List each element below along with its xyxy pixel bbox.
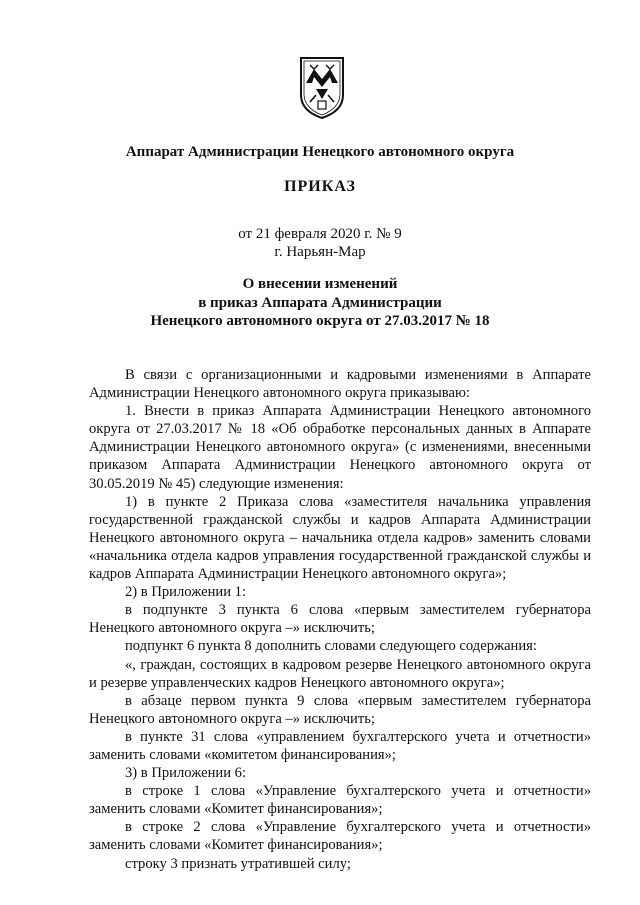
body-paragraph: в пункте 31 слова «управлением бухгалтерского учета и отчетности» заменить словами «комитетом финансирования»; <box>89 728 591 763</box>
body-paragraph: в подпункте 3 пункта 6 слова «первым заместителем губернатора Ненецкого автономного округа –» исключить; <box>89 602 591 637</box>
title-line: Ненецкого автономного округа от 27.03.2017 № 18 <box>150 313 490 329</box>
body-paragraph: строку 3 признать утратившей силу; <box>125 855 351 872</box>
body-paragraph: 2) в Приложении 1: <box>125 584 247 601</box>
body-paragraph: 1. Внести в приказ Аппарата Администрации Ненецкого автономного округа от 27.03.2017 № 18 «Об обработке персональных данных в Аппарате Администрации Ненецкого автономного округа» (с изменениями, внесенными приказом Аппарата Администрации Ненецкого автономного округа от 30.05.2019 № 45) следующие изменения: <box>89 403 591 492</box>
body-paragraph: в строке 2 слова «Управление бухгалтерского учета и отчетности» заменить словами «Комитет финансирования»; <box>89 819 591 854</box>
body-paragraph: 3) в Приложении 6: <box>125 765 247 782</box>
order-title <box>0 275 640 331</box>
order-body <box>89 366 591 873</box>
body-paragraph: 1) в пункте 2 Приказа слова «заместителя начальника управления государственной гражданской службы и кадров Аппарата Администрации Ненецкого автономного округа – начальника отдела кадров» заменить словами «начальника отдела кадров управления государственной гражданской службы и кадров Аппарата Администрации Ненецкого автономного округа»; <box>89 493 591 583</box>
body-paragraph: в строке 1 слова «Управление бухгалтерского учета и отчетности» заменить словами «Комитет финансирования»; <box>89 783 591 818</box>
order-city: г. Нарьян-Мар <box>274 244 366 260</box>
body-paragraph: подпункт 6 пункта 8 дополнить словами следующего содержания: <box>125 638 537 655</box>
organization-name: Аппарат Администрации Ненецкого автономного округа <box>125 144 515 160</box>
order-date-number: от 21 февраля 2020 г. № 9 <box>238 226 402 242</box>
document-type: ПРИКАЗ <box>284 178 356 195</box>
body-paragraph: «, граждан, состоящих в кадровом резерве Ненецкого автономного округа и резерве управленческих кадров Ненецкого автономного округа»; <box>89 656 591 691</box>
title-line: О внесении изменений <box>242 276 398 292</box>
coat-of-arms-emblem <box>298 55 346 121</box>
title-line: в приказ Аппарата Администрации <box>198 294 442 311</box>
body-paragraph: в абзаце первом пункта 9 слова «первым заместителем губернатора Ненецкого автономного округа –» исключить; <box>89 692 591 727</box>
body-paragraph: В связи с организационными и кадровыми изменениями в Аппарате Администрации Ненецкого автономного округа приказываю: <box>89 367 591 402</box>
